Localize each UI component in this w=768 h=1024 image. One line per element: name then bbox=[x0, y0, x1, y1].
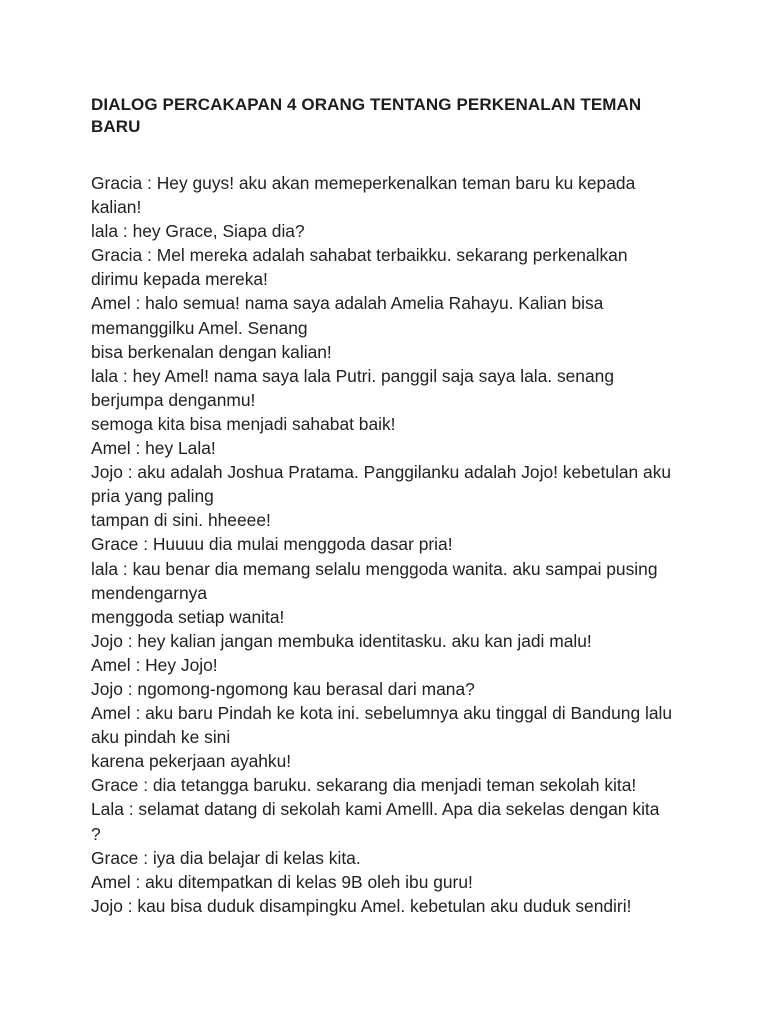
dialog-line: karena pekerjaan ayahku! bbox=[91, 751, 292, 772]
dialog-line: Gracia : Mel mereka adalah sahabat terbaikku. sekarang perkenalkan bbox=[91, 245, 628, 266]
dialog-line: mendengarnya bbox=[91, 582, 208, 603]
dialog-line: pria yang paling bbox=[91, 486, 214, 507]
dialog-line: Amel : aku baru Pindah ke kota ini. sebelumnya aku tinggal di Bandung lalu bbox=[91, 703, 673, 724]
dialog-line: Grace : dia tetangga baruku. sekarang dia menjadi teman sekolah kita! bbox=[91, 775, 637, 796]
dialog-line: ? bbox=[91, 823, 101, 844]
dialog-line: Lala : selamat datang di sekolah kami Amelll. Apa dia sekelas dengan kita bbox=[91, 799, 660, 820]
dialog-body bbox=[91, 171, 721, 918]
title-line: DIALOG PERCAKAPAN 4 ORANG TENTANG PERKENALAN TEMAN bbox=[91, 95, 642, 114]
dialog-line: memanggilku Amel. Senang bbox=[91, 317, 308, 338]
dialog-line: Jojo : hey kalian jangan membuka identitasku. aku kan jadi malu! bbox=[91, 630, 592, 651]
dialog-line: Gracia : Hey guys! aku akan memeperkenalkan teman baru ku kepada bbox=[91, 173, 636, 193]
dialog-line: berjumpa denganmu! bbox=[91, 389, 256, 410]
dialog-line: Jojo : ngomong-ngomong kau berasal dari mana? bbox=[91, 678, 475, 699]
dialog-line: kalian! bbox=[91, 197, 142, 218]
dialog-line: Amel : Hey Jojo! bbox=[91, 654, 218, 675]
dialog-line: aku pindah ke sini bbox=[91, 727, 231, 748]
dialog-line: Jojo : kau bisa duduk disampingku Amel. kebetulan aku duduk sendiri! bbox=[91, 895, 632, 916]
dialog-line: menggoda setiap wanita! bbox=[91, 606, 285, 627]
dialog-line: dirimu kepada mereka! bbox=[91, 269, 268, 290]
dialog-line: Jojo : aku adalah Joshua Pratama. Panggilanku adalah Jojo! kebetulan aku bbox=[91, 462, 672, 483]
title-line: BARU bbox=[91, 117, 141, 136]
dialog-line: lala : hey Amel! nama saya lala Putri. panggil saja saya lala. senang bbox=[91, 365, 614, 386]
dialog-line: Amel : hey Lala! bbox=[91, 438, 216, 459]
dialog-line: tampan di sini. hheeee! bbox=[91, 510, 271, 531]
dialog-line: semoga kita bisa menjadi sahabat baik! bbox=[91, 413, 396, 434]
dialog-line: Amel : halo semua! nama saya adalah Amelia Rahayu. Kalian bisa bbox=[91, 293, 604, 314]
dialog-line: Grace : Huuuu dia mulai menggoda dasar pria! bbox=[91, 534, 453, 555]
dialog-line: Amel : aku ditempatkan di kelas 9B oleh ibu guru! bbox=[91, 871, 473, 892]
dialog-line: lala : hey Grace, Siapa dia? bbox=[91, 221, 305, 242]
dialog-line: Grace : iya dia belajar di kelas kita. bbox=[91, 847, 361, 868]
dialog-line: bisa berkenalan dengan kalian! bbox=[91, 341, 332, 362]
dialog-line: lala : kau benar dia memang selalu menggoda wanita. aku sampai pusing bbox=[91, 558, 658, 579]
document-title bbox=[91, 94, 691, 138]
